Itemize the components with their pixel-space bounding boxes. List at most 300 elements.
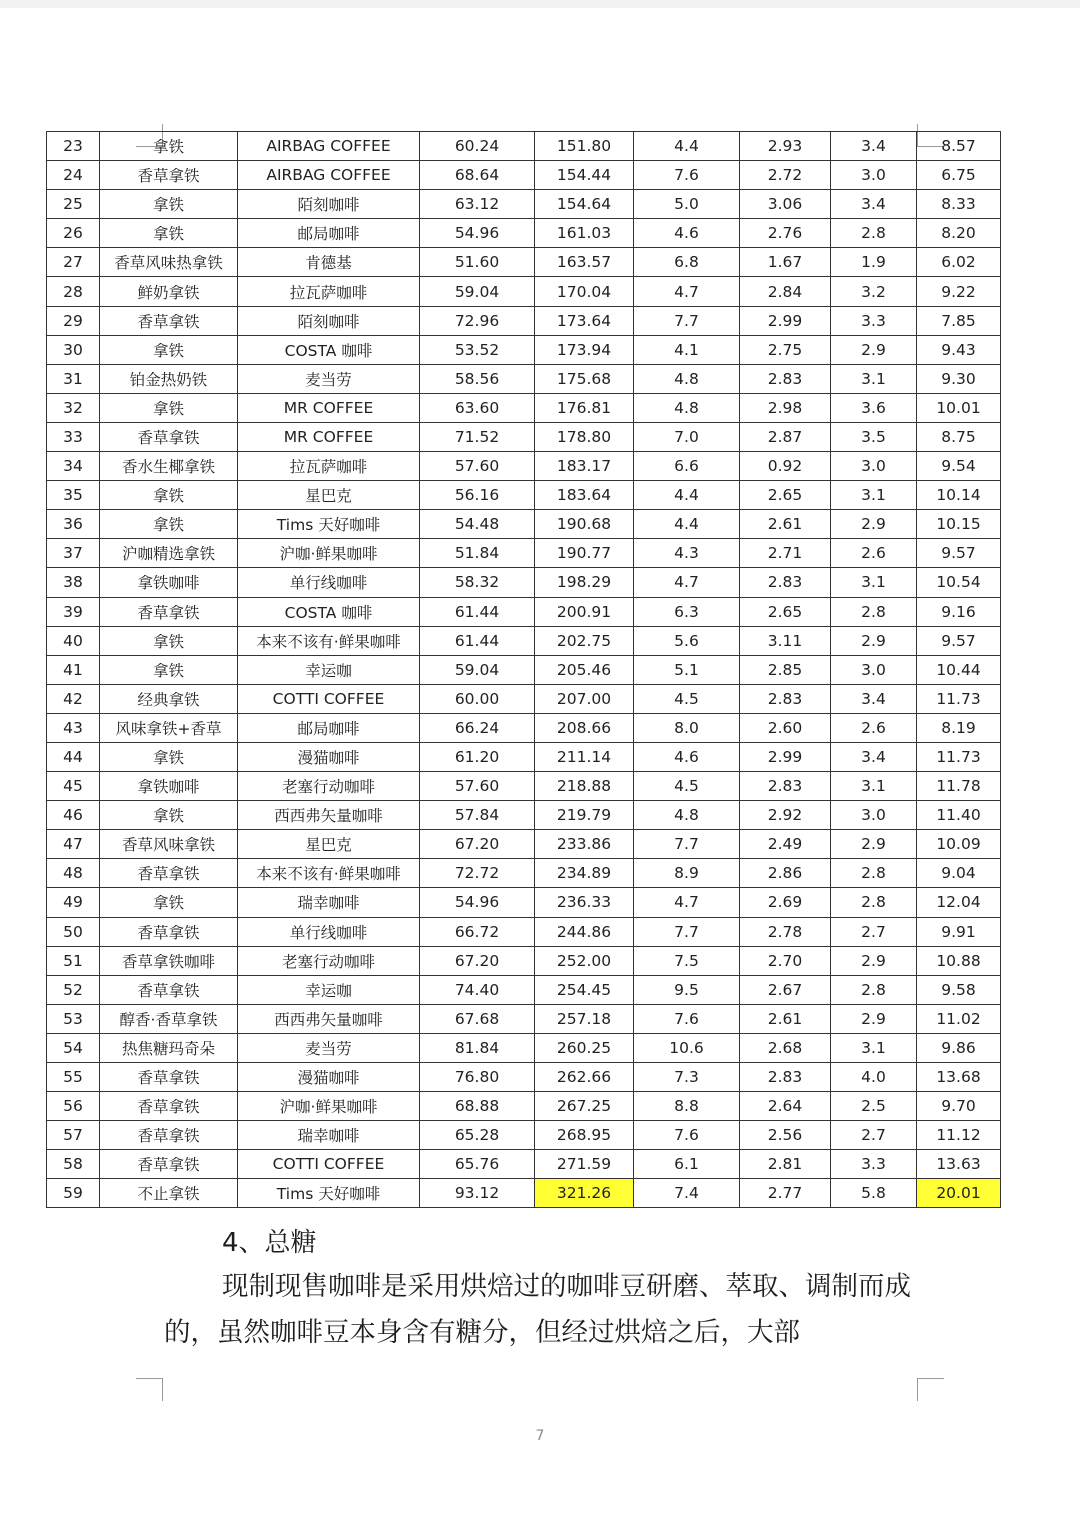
value-cell-6: 9.57 (917, 539, 1001, 568)
table-row (47, 626, 1001, 655)
brand-cell: 老塞行动咖啡 (238, 772, 420, 801)
brand-cell: 瑞幸咖啡 (238, 888, 420, 917)
value-cell-3: 4.4 (634, 132, 740, 161)
value-cell-5: 3.1 (831, 364, 917, 393)
value-cell-6: 10.15 (917, 510, 1001, 539)
table-row (47, 510, 1001, 539)
row-number-cell: 52 (47, 975, 100, 1004)
value-cell-1: 66.72 (420, 917, 535, 946)
brand-cell: 幸运咖 (238, 655, 420, 684)
row-number-cell: 45 (47, 772, 100, 801)
brand-cell: 幸运咖 (238, 975, 420, 1004)
value-cell-4: 2.75 (740, 335, 831, 364)
value-cell-4: 2.72 (740, 161, 831, 190)
value-cell-2: 198.29 (535, 568, 634, 597)
value-cell-5: 3.4 (831, 742, 917, 771)
value-cell-1: 93.12 (420, 1179, 535, 1208)
value-cell-6: 11.73 (917, 684, 1001, 713)
value-cell-1: 61.20 (420, 742, 535, 771)
value-cell-5: 4.0 (831, 1063, 917, 1092)
table-row (47, 1033, 1001, 1062)
table-row (47, 975, 1001, 1004)
value-cell-4: 2.83 (740, 684, 831, 713)
product-name-cell: 拿铁 (100, 655, 238, 684)
row-number-cell: 24 (47, 161, 100, 190)
value-cell-3: 7.4 (634, 1179, 740, 1208)
value-cell-6-highlighted: 20.01 (917, 1179, 1001, 1208)
value-cell-1: 53.52 (420, 335, 535, 364)
table-row (47, 481, 1001, 510)
product-name-cell: 不止拿铁 (100, 1179, 238, 1208)
value-cell-1: 54.96 (420, 888, 535, 917)
value-cell-5: 2.9 (831, 510, 917, 539)
value-cell-2: 154.44 (535, 161, 634, 190)
value-cell-6: 8.20 (917, 219, 1001, 248)
row-number-cell: 28 (47, 277, 100, 306)
product-name-cell: 拿铁 (100, 626, 238, 655)
value-cell-2: 178.80 (535, 422, 634, 451)
brand-cell: 拉瓦萨咖啡 (238, 452, 420, 481)
value-cell-6: 9.58 (917, 975, 1001, 1004)
table-row (47, 364, 1001, 393)
value-cell-6: 10.14 (917, 481, 1001, 510)
value-cell-3: 4.7 (634, 568, 740, 597)
row-number-cell: 25 (47, 190, 100, 219)
value-cell-1: 59.04 (420, 277, 535, 306)
value-cell-6: 12.04 (917, 888, 1001, 917)
table-row (47, 306, 1001, 335)
value-cell-2: 190.68 (535, 510, 634, 539)
value-cell-4: 2.70 (740, 946, 831, 975)
row-number-cell: 57 (47, 1121, 100, 1150)
brand-cell: 瑞幸咖啡 (238, 1121, 420, 1150)
value-cell-4: 2.69 (740, 888, 831, 917)
product-name-cell: 拿铁 (100, 742, 238, 771)
value-cell-6: 13.63 (917, 1150, 1001, 1179)
value-cell-1: 58.32 (420, 568, 535, 597)
brand-cell: MR COFFEE (238, 393, 420, 422)
value-cell-6: 9.91 (917, 917, 1001, 946)
brand-cell: 单行线咖啡 (238, 917, 420, 946)
value-cell-5: 2.6 (831, 539, 917, 568)
value-cell-6: 11.40 (917, 801, 1001, 830)
value-cell-5: 2.9 (831, 335, 917, 364)
section-title: 4、总糖 (222, 1228, 317, 1258)
value-cell-4: 3.06 (740, 190, 831, 219)
value-cell-4: 2.98 (740, 393, 831, 422)
value-cell-5: 3.2 (831, 277, 917, 306)
value-cell-5: 3.6 (831, 393, 917, 422)
value-cell-4: 2.87 (740, 422, 831, 451)
value-cell-3: 6.3 (634, 597, 740, 626)
value-cell-1: 51.60 (420, 248, 535, 277)
product-name-cell: 风味拿铁+香草 (100, 713, 238, 742)
value-cell-1: 54.48 (420, 510, 535, 539)
value-cell-4: 2.49 (740, 830, 831, 859)
product-name-cell: 香草拿铁 (100, 975, 238, 1004)
brand-cell: 邮局咖啡 (238, 219, 420, 248)
brand-cell: 星巴克 (238, 481, 420, 510)
value-cell-3: 5.6 (634, 626, 740, 655)
value-cell-6: 6.02 (917, 248, 1001, 277)
page-number: 7 (535, 1428, 545, 1444)
table-row (47, 422, 1001, 451)
value-cell-6: 8.75 (917, 422, 1001, 451)
table-row (47, 597, 1001, 626)
crop-mark-bottom-left (136, 1378, 163, 1401)
value-cell-3: 4.7 (634, 277, 740, 306)
value-cell-5: 5.8 (831, 1179, 917, 1208)
value-cell-2: 268.95 (535, 1121, 634, 1150)
table-row (47, 161, 1001, 190)
value-cell-1: 67.20 (420, 830, 535, 859)
row-number-cell: 23 (47, 132, 100, 161)
value-cell-1: 76.80 (420, 1063, 535, 1092)
brand-cell: 沪咖·鲜果咖啡 (238, 539, 420, 568)
row-number-cell: 59 (47, 1179, 100, 1208)
value-cell-2: 244.86 (535, 917, 634, 946)
row-number-cell: 26 (47, 219, 100, 248)
product-name-cell: 拿铁咖啡 (100, 568, 238, 597)
value-cell-6: 9.43 (917, 335, 1001, 364)
value-cell-1: 68.64 (420, 161, 535, 190)
value-cell-4: 2.84 (740, 277, 831, 306)
value-cell-6: 8.19 (917, 713, 1001, 742)
row-number-cell: 55 (47, 1063, 100, 1092)
value-cell-1: 61.44 (420, 626, 535, 655)
brand-cell: Tims 天好咖啡 (238, 1179, 420, 1208)
value-cell-3: 4.5 (634, 772, 740, 801)
value-cell-1: 60.24 (420, 132, 535, 161)
value-cell-2: 176.81 (535, 393, 634, 422)
value-cell-4: 2.60 (740, 713, 831, 742)
row-number-cell: 43 (47, 713, 100, 742)
row-number-cell: 32 (47, 393, 100, 422)
product-name-cell: 香草拿铁 (100, 422, 238, 451)
value-cell-1: 54.96 (420, 219, 535, 248)
product-name-cell: 拿铁 (100, 335, 238, 364)
product-name-cell: 拿铁 (100, 888, 238, 917)
product-name-cell: 香草拿铁 (100, 597, 238, 626)
value-cell-3: 9.5 (634, 975, 740, 1004)
value-cell-4: 2.81 (740, 1150, 831, 1179)
row-number-cell: 54 (47, 1033, 100, 1062)
value-cell-2: 173.64 (535, 306, 634, 335)
value-cell-6: 8.33 (917, 190, 1001, 219)
section-paragraph: 现制现售咖啡是采用烘焙过的咖啡豆研磨、萃取、调制而成的，虽然咖啡豆本身含有糖分，但经过烘焙之后，大部 (164, 1271, 911, 1348)
value-cell-1: 56.16 (420, 481, 535, 510)
table-row (47, 684, 1001, 713)
value-cell-2: 154.64 (535, 190, 634, 219)
value-cell-4: 2.83 (740, 1063, 831, 1092)
value-cell-1: 59.04 (420, 655, 535, 684)
value-cell-3: 4.8 (634, 393, 740, 422)
table-row (47, 568, 1001, 597)
value-cell-5: 3.1 (831, 1033, 917, 1062)
value-cell-3: 4.1 (634, 335, 740, 364)
product-name-cell: 醇香·香草拿铁 (100, 1004, 238, 1033)
value-cell-2: 260.25 (535, 1033, 634, 1062)
brand-cell: 本来不该有·鲜果咖啡 (238, 626, 420, 655)
value-cell-2: 254.45 (535, 975, 634, 1004)
row-number-cell: 31 (47, 364, 100, 393)
value-cell-4: 2.64 (740, 1092, 831, 1121)
row-number-cell: 50 (47, 917, 100, 946)
value-cell-5: 3.3 (831, 306, 917, 335)
value-cell-5: 2.9 (831, 1004, 917, 1033)
value-cell-1: 57.84 (420, 801, 535, 830)
value-cell-2: 161.03 (535, 219, 634, 248)
value-cell-5: 3.4 (831, 190, 917, 219)
value-cell-1: 72.96 (420, 306, 535, 335)
value-cell-2: 175.68 (535, 364, 634, 393)
value-cell-2: 163.57 (535, 248, 634, 277)
value-cell-6: 13.68 (917, 1063, 1001, 1092)
product-name-cell: 拿铁 (100, 393, 238, 422)
row-number-cell: 30 (47, 335, 100, 364)
row-number-cell: 35 (47, 481, 100, 510)
value-cell-3: 6.6 (634, 452, 740, 481)
value-cell-4: 1.67 (740, 248, 831, 277)
value-cell-2: 262.66 (535, 1063, 634, 1092)
value-cell-4: 2.85 (740, 655, 831, 684)
value-cell-6: 11.12 (917, 1121, 1001, 1150)
value-cell-2: 208.66 (535, 713, 634, 742)
value-cell-5: 2.9 (831, 830, 917, 859)
value-cell-3: 7.5 (634, 946, 740, 975)
value-cell-5: 3.0 (831, 452, 917, 481)
table-row (47, 713, 1001, 742)
value-cell-4: 2.99 (740, 306, 831, 335)
value-cell-1: 71.52 (420, 422, 535, 451)
table-row (47, 772, 1001, 801)
value-cell-1: 63.60 (420, 393, 535, 422)
value-cell-4: 2.78 (740, 917, 831, 946)
value-cell-1: 67.68 (420, 1004, 535, 1033)
product-name-cell: 经典拿铁 (100, 684, 238, 713)
value-cell-5: 3.3 (831, 1150, 917, 1179)
brand-cell: COTTI COFFEE (238, 684, 420, 713)
value-cell-6: 11.73 (917, 742, 1001, 771)
row-number-cell: 37 (47, 539, 100, 568)
value-cell-4: 2.71 (740, 539, 831, 568)
brand-cell: 老塞行动咖啡 (238, 946, 420, 975)
brand-cell: 肯德基 (238, 248, 420, 277)
nutrition-data-table (46, 131, 1001, 1208)
value-cell-6: 9.22 (917, 277, 1001, 306)
value-cell-3: 7.6 (634, 1004, 740, 1033)
value-cell-5: 3.0 (831, 801, 917, 830)
table-row (47, 452, 1001, 481)
value-cell-5: 2.5 (831, 1092, 917, 1121)
value-cell-2-highlighted: 321.26 (535, 1179, 634, 1208)
value-cell-6: 9.54 (917, 452, 1001, 481)
value-cell-2: 183.64 (535, 481, 634, 510)
table-row (47, 539, 1001, 568)
row-number-cell: 40 (47, 626, 100, 655)
brand-cell: Tims 天好咖啡 (238, 510, 420, 539)
value-cell-6: 11.78 (917, 772, 1001, 801)
value-cell-3: 8.9 (634, 859, 740, 888)
value-cell-5: 2.9 (831, 946, 917, 975)
row-number-cell: 33 (47, 422, 100, 451)
crop-mark-bottom-right (917, 1378, 944, 1401)
product-name-cell: 拿铁咖啡 (100, 772, 238, 801)
value-cell-6: 9.70 (917, 1092, 1001, 1121)
value-cell-2: 271.59 (535, 1150, 634, 1179)
value-cell-6: 10.44 (917, 655, 1001, 684)
brand-cell: 漫猫咖啡 (238, 1063, 420, 1092)
product-name-cell: 香草拿铁 (100, 917, 238, 946)
row-number-cell: 42 (47, 684, 100, 713)
product-name-cell: 香草拿铁 (100, 1121, 238, 1150)
product-name-cell: 香草拿铁 (100, 859, 238, 888)
value-cell-1: 57.60 (420, 772, 535, 801)
table-row (47, 655, 1001, 684)
value-cell-1: 67.20 (420, 946, 535, 975)
value-cell-3: 7.7 (634, 830, 740, 859)
value-cell-2: 252.00 (535, 946, 634, 975)
value-cell-3: 5.0 (634, 190, 740, 219)
value-cell-2: 218.88 (535, 772, 634, 801)
row-number-cell: 46 (47, 801, 100, 830)
value-cell-3: 7.6 (634, 161, 740, 190)
row-number-cell: 44 (47, 742, 100, 771)
value-cell-2: 183.17 (535, 452, 634, 481)
value-cell-4: 2.68 (740, 1033, 831, 1062)
value-cell-4: 2.83 (740, 772, 831, 801)
value-cell-1: 74.40 (420, 975, 535, 1004)
value-cell-5: 2.7 (831, 1121, 917, 1150)
row-number-cell: 41 (47, 655, 100, 684)
value-cell-4: 2.83 (740, 568, 831, 597)
value-cell-2: 173.94 (535, 335, 634, 364)
table-row (47, 248, 1001, 277)
value-cell-2: 170.04 (535, 277, 634, 306)
value-cell-3: 5.1 (634, 655, 740, 684)
table-row (47, 132, 1001, 161)
value-cell-4: 2.83 (740, 364, 831, 393)
row-number-cell: 29 (47, 306, 100, 335)
value-cell-6: 8.57 (917, 132, 1001, 161)
value-cell-1: 65.76 (420, 1150, 535, 1179)
table-row (47, 946, 1001, 975)
brand-cell: COSTA 咖啡 (238, 597, 420, 626)
value-cell-4: 2.61 (740, 510, 831, 539)
value-cell-3: 6.8 (634, 248, 740, 277)
table-row (47, 1004, 1001, 1033)
product-name-cell: 拿铁 (100, 801, 238, 830)
row-number-cell: 36 (47, 510, 100, 539)
row-number-cell: 49 (47, 888, 100, 917)
table-row (47, 219, 1001, 248)
value-cell-6: 9.30 (917, 364, 1001, 393)
value-cell-4: 2.65 (740, 481, 831, 510)
value-cell-6: 9.04 (917, 859, 1001, 888)
brand-cell: 星巴克 (238, 830, 420, 859)
table-row (47, 917, 1001, 946)
value-cell-4: 2.65 (740, 597, 831, 626)
table-row (47, 1063, 1001, 1092)
value-cell-6: 9.57 (917, 626, 1001, 655)
value-cell-3: 4.7 (634, 888, 740, 917)
value-cell-1: 58.56 (420, 364, 535, 393)
value-cell-6: 6.75 (917, 161, 1001, 190)
value-cell-2: 202.75 (535, 626, 634, 655)
value-cell-3: 7.7 (634, 306, 740, 335)
value-cell-1: 51.84 (420, 539, 535, 568)
brand-cell: MR COFFEE (238, 422, 420, 451)
table-row (47, 277, 1001, 306)
brand-cell: 本来不该有·鲜果咖啡 (238, 859, 420, 888)
value-cell-6: 11.02 (917, 1004, 1001, 1033)
row-number-cell: 58 (47, 1150, 100, 1179)
value-cell-1: 81.84 (420, 1033, 535, 1062)
product-name-cell: 香草拿铁 (100, 1063, 238, 1092)
row-number-cell: 38 (47, 568, 100, 597)
table-row (47, 190, 1001, 219)
row-number-cell: 34 (47, 452, 100, 481)
product-name-cell: 鲜奶拿铁 (100, 277, 238, 306)
value-cell-3: 4.3 (634, 539, 740, 568)
value-cell-1: 60.00 (420, 684, 535, 713)
value-cell-1: 72.72 (420, 859, 535, 888)
value-cell-6: 7.85 (917, 306, 1001, 335)
value-cell-2: 257.18 (535, 1004, 634, 1033)
value-cell-1: 66.24 (420, 713, 535, 742)
value-cell-3: 8.0 (634, 713, 740, 742)
value-cell-5: 1.9 (831, 248, 917, 277)
product-name-cell: 香草拿铁 (100, 161, 238, 190)
value-cell-2: 234.89 (535, 859, 634, 888)
brand-cell: COSTA 咖啡 (238, 335, 420, 364)
row-number-cell: 51 (47, 946, 100, 975)
value-cell-2: 219.79 (535, 801, 634, 830)
product-name-cell: 拿铁 (100, 132, 238, 161)
value-cell-5: 2.8 (831, 597, 917, 626)
value-cell-4: 2.99 (740, 742, 831, 771)
product-name-cell: 香草风味拿铁 (100, 830, 238, 859)
value-cell-2: 236.33 (535, 888, 634, 917)
value-cell-5: 2.8 (831, 219, 917, 248)
table-row (47, 335, 1001, 364)
value-cell-6: 10.54 (917, 568, 1001, 597)
table-row (47, 859, 1001, 888)
value-cell-3: 4.5 (634, 684, 740, 713)
value-cell-5: 3.4 (831, 684, 917, 713)
row-number-cell: 39 (47, 597, 100, 626)
value-cell-3: 4.8 (634, 801, 740, 830)
product-name-cell: 沪咖精选拿铁 (100, 539, 238, 568)
value-cell-6: 10.09 (917, 830, 1001, 859)
table-row (47, 830, 1001, 859)
value-cell-1: 61.44 (420, 597, 535, 626)
value-cell-3: 8.8 (634, 1092, 740, 1121)
product-name-cell: 拿铁 (100, 510, 238, 539)
value-cell-5: 3.1 (831, 772, 917, 801)
value-cell-4: 2.67 (740, 975, 831, 1004)
table-row (47, 393, 1001, 422)
value-cell-3: 4.4 (634, 510, 740, 539)
product-name-cell: 香草拿铁咖啡 (100, 946, 238, 975)
value-cell-5: 2.8 (831, 975, 917, 1004)
brand-cell: 西西弗矢量咖啡 (238, 801, 420, 830)
brand-cell: 沪咖·鲜果咖啡 (238, 1092, 420, 1121)
value-cell-4: 2.93 (740, 132, 831, 161)
value-cell-3: 7.0 (634, 422, 740, 451)
value-cell-2: 151.80 (535, 132, 634, 161)
value-cell-4: 2.77 (740, 1179, 831, 1208)
